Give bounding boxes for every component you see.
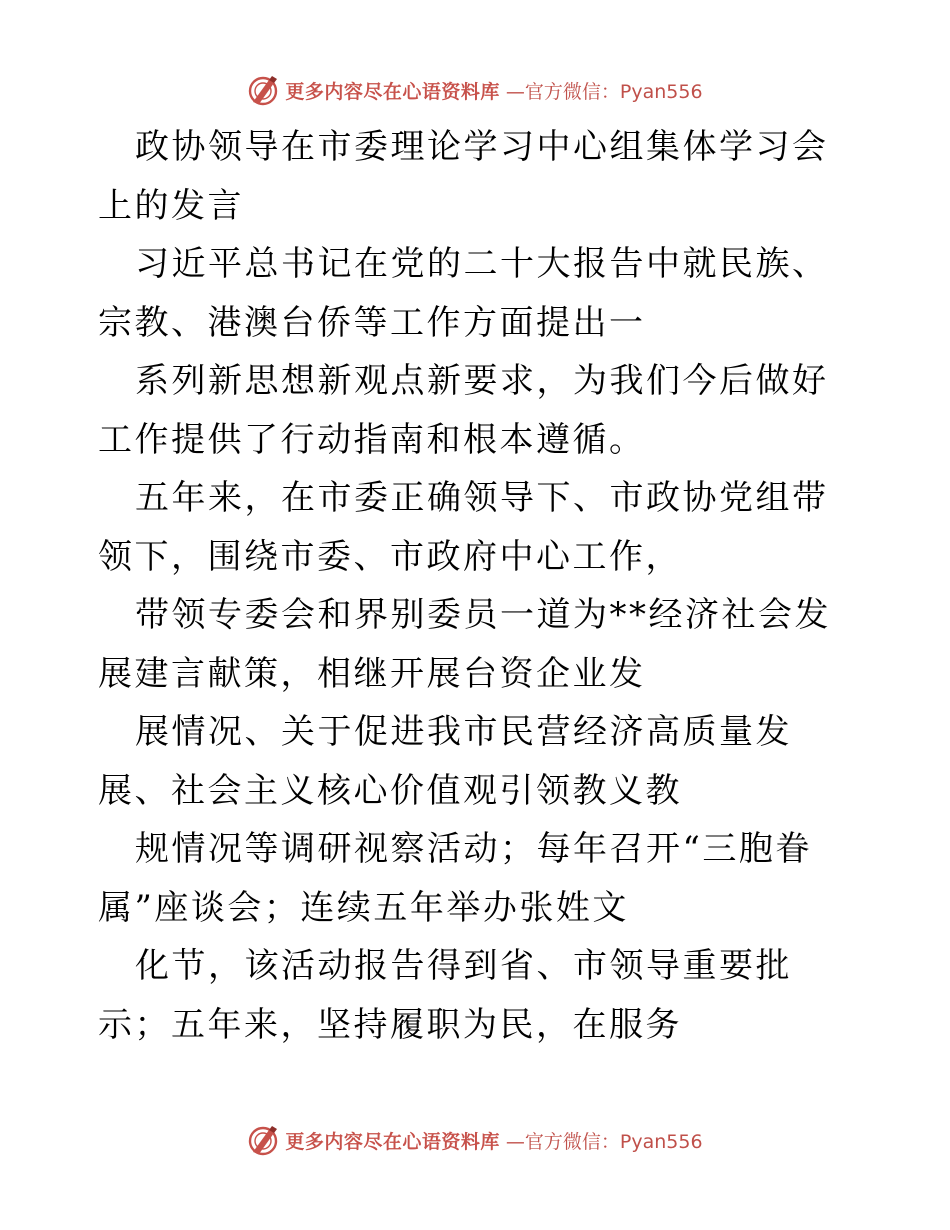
pen-seal-logo-icon: [247, 74, 279, 106]
pen-seal-logo-icon: [247, 1124, 279, 1156]
paragraph: 系列新思想新观点新要求，为我们今后做好工作提供了行动指南和根本遵循。: [98, 361, 829, 460]
paragraph: 化节，该活动报告得到省、市领导重要批示；五年来，坚持履职为民，在服务: [98, 946, 792, 1045]
banner-main-text: 更多内容尽在心语资料库: [285, 1130, 500, 1153]
banner-group: [247, 1124, 702, 1156]
document-body: [98, 118, 858, 1054]
banner-wechat-text: —官方微信：Pyan556: [505, 80, 703, 103]
banner-group: [247, 74, 702, 106]
paragraph: 规情况等调研视察活动；每年召开“三胞眷属”座谈会；连续五年举办张姓文: [98, 829, 812, 928]
header-banner: [0, 70, 950, 110]
paragraph: 五年来，在市委正确领导下、市政协党组带领下，围绕市委、市政府中心工作，: [98, 478, 829, 577]
paragraph: 带领专委会和界别委员一道为**经济社会发展建言献策，相继开展台资企业发: [98, 595, 831, 694]
banner-wechat-text: —官方微信：Pyan556: [505, 1130, 703, 1153]
paragraph-title: 政协领导在市委理论学习中心组集体学习会上的发言: [98, 127, 829, 226]
banner-main-text: 更多内容尽在心语资料库: [285, 80, 500, 103]
paragraph: 习近平总书记在党的二十大报告中就民族、宗教、港澳台侨等工作方面提出一: [98, 244, 829, 343]
footer-banner: [0, 1120, 950, 1160]
paragraph: 展情况、关于促进我市民营经济高质量发展、社会主义核心价值观引领教义教: [98, 712, 792, 811]
